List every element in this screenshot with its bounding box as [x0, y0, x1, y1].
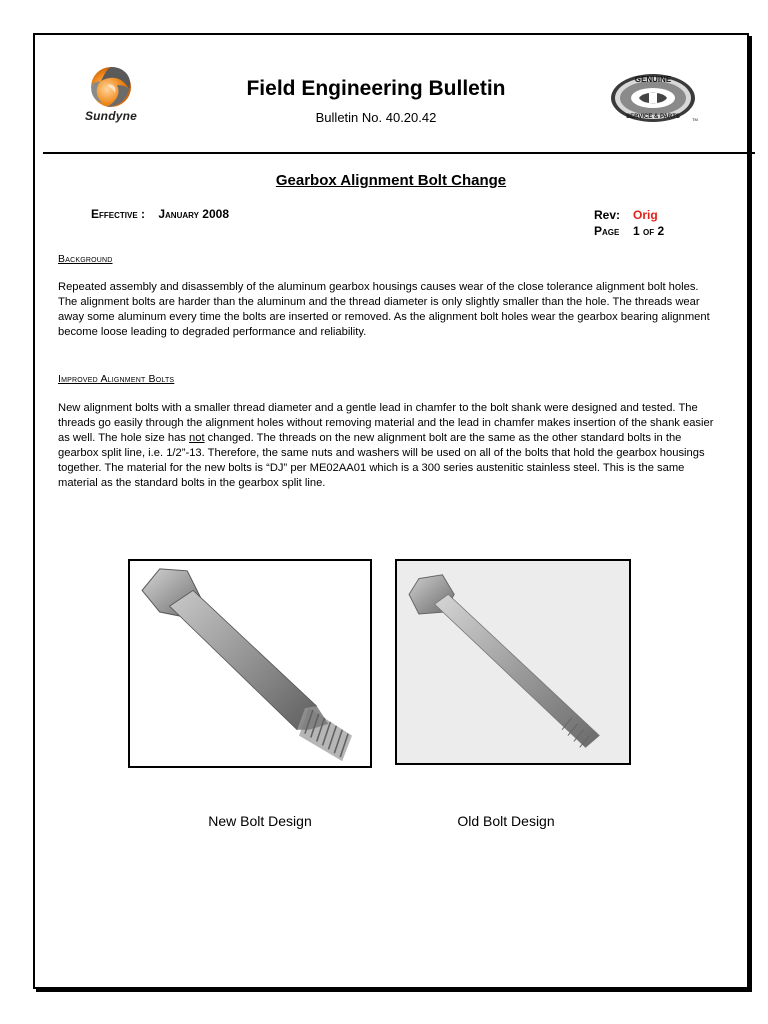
bulletin-page — [33, 33, 749, 989]
new-bolt-caption: New Bolt Design — [208, 813, 312, 829]
revision-block — [594, 207, 664, 239]
page-value: 1 of 2 — [633, 224, 665, 238]
bulletin-number: Bulletin No. 40.20.42 — [315, 110, 437, 125]
effective-value: January 2008 — [158, 207, 229, 221]
improved-text-part-1: New alignment bolts with a smaller thread diameter and a gentle lead in chamfer to the bolt shank were designed and tested. The threads go easily through the alignment holes without removing material and the lead in chamfer makes insertion of the shank easier as well. The hole size has — [58, 402, 714, 444]
rev-value: Orig — [633, 208, 658, 222]
old-bolt-illustration — [397, 561, 629, 763]
new-bolt-illustration — [130, 561, 370, 766]
badge-top-text: GENUINE — [634, 75, 672, 84]
rev-label: Rev: — [594, 208, 621, 222]
genuine-parts-badge — [609, 69, 701, 125]
background-paragraph: Repeated assembly and disassembly of the aluminum gearbox housings causes wear of the close tolerance alignment bolt holes. The alignment bolts are harder than the aluminum and the thread diameter is only slightly smaller than the hole. The threads wear away some aluminum every time the bolts are inserted or removed. As the alignment bolt holes wear the gearbox bearing alignment become loose leading to degraded performance and reliability. — [58, 281, 710, 338]
bulletin-title: Field Engineering Bulletin — [246, 77, 506, 100]
improved-bolts-heading: Improved Alignment Bolts — [58, 373, 175, 385]
old-bolt-image — [395, 559, 631, 765]
improved-text-part-2: changed. The threads on the new alignment bolt are the same as the other standard bolts in the gearbox split line, i.e. 1/2”-13. Therefore, the same nuts and washers will be used on all of the bolts that hold the gearbox housings together. The material for the new bolts is “DJ” per ME02AA01 which is a 300 series austenitic stainless steel. This is the same material as the standard bolts in the gearbox split line. — [58, 432, 705, 489]
improved-bolts-paragraph — [58, 401, 718, 491]
brand-wordmark: Sundyne — [84, 109, 138, 123]
background-heading: Background — [58, 253, 113, 265]
sundyne-swirl-icon — [71, 63, 151, 111]
effective-label: Effective : — [91, 207, 146, 221]
header-divider — [43, 152, 755, 154]
new-bolt-image — [128, 559, 372, 768]
page-label: Page — [594, 224, 620, 238]
effective-date — [91, 207, 229, 221]
document-title: Gearbox Alignment Bolt Change — [275, 172, 507, 189]
badge-bottom-text: SERVICE & PARTS — [626, 114, 680, 120]
improved-text-emphasis: not — [189, 432, 205, 444]
genuine-badge-icon — [609, 69, 701, 125]
old-bolt-caption: Old Bolt Design — [457, 813, 555, 829]
badge-tm-text: TM — [692, 117, 698, 122]
sundyne-logo — [71, 63, 151, 125]
